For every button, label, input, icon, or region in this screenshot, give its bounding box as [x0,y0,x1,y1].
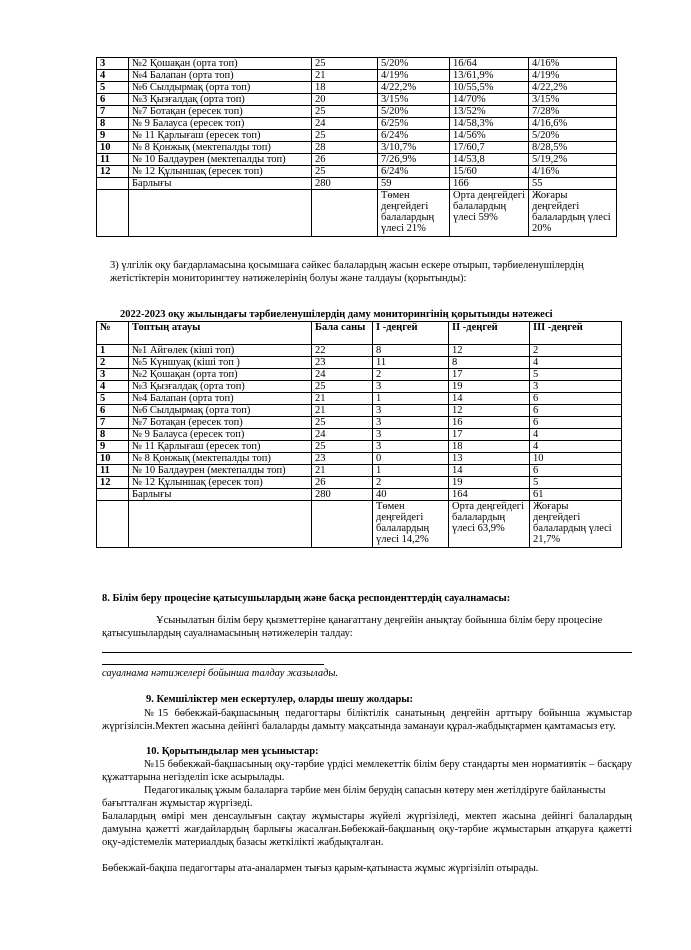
section10-heading: 10. Қорытындылар мен ұсыныстар: [146,746,319,757]
empty-cell [129,190,312,237]
value-cell: 5/20% [529,130,617,142]
row-number: 8 [97,118,129,130]
value-cell: 3 [373,429,449,441]
row-number: 4 [97,381,129,393]
table-row [97,357,622,369]
total-value: 280 [312,489,373,501]
value-cell: 4 [530,429,622,441]
table-level-results-2 [96,321,622,548]
value-cell: 16 [449,417,530,429]
level-share-note: Жоғары деңгейдегі балалардың үлесі 21,7% [530,501,622,548]
row-number: 5 [97,82,129,94]
value-cell: 4/16% [529,58,617,70]
total-row [97,178,617,190]
value-cell: 28 [312,142,378,154]
level-share-note: Орта деңгейдегі балалардың үлесі 59% [450,190,529,237]
value-cell: 17 [449,429,530,441]
group-name-cell: № 9 Балауса (ересек топ) [129,429,312,441]
header-level-3: ІІІ -деңгей [530,322,622,345]
header-num: № [97,322,129,345]
value-cell: 13/61,9% [450,70,529,82]
group-name-cell: №2 Қошақан (орта топ) [129,369,312,381]
row-number: 7 [97,106,129,118]
table-row [97,70,617,82]
value-cell: 1 [373,465,449,477]
table-row [97,429,622,441]
table-row [97,166,617,178]
value-cell: 21 [312,70,378,82]
value-cell: 3/15% [529,94,617,106]
header-level-2: ІІ -деңгей [449,322,530,345]
value-cell: 6/25% [378,118,450,130]
value-cell: 2 [373,369,449,381]
table-row [97,441,622,453]
table-level-results-1 [96,57,617,237]
row-number: 11 [97,154,129,166]
value-cell: 14 [449,393,530,405]
value-cell: 25 [312,417,373,429]
value-cell: 3/15% [378,94,450,106]
value-cell: 17 [449,369,530,381]
value-cell: 25 [312,106,378,118]
row-number: 10 [97,142,129,154]
header-children-count: Бала саны [312,322,373,345]
value-cell: 4/19% [529,70,617,82]
section10-p3: Балалардың өмірі мен денсаулығын сақтау жұмыстары жүйелі жүргізіледі, мектеп жасына дейінгі балалардың дамуына қажетті жағдайлардың барлығы жасалған.Бөбекжай-бақшаның оқу-тәрбие жұмыстарын атқаруға қажетті оқу-әдістемелік материалдық базасы жеткілікті жабдықталған. [102,811,632,848]
value-cell: 6 [530,465,622,477]
value-cell: 23 [312,357,373,369]
value-cell: 6/24% [378,130,450,142]
empty-cell [97,190,129,237]
paragraph-3: 3) үлгілік оқу бағдарламасына қосымшаға сәйкес балалардың жасын ескере отырып, тәрбиеленушілердің жетістіктерін мониторингтеу нәтижелерінің болуы және талдауы (қорытынды): [110,260,584,284]
total-value: 164 [449,489,530,501]
value-cell: 6 [530,393,622,405]
level-share-note: Орта деңгейдегі балалардың үлесі 63,9% [449,501,530,548]
value-cell: 5/20% [378,106,450,118]
value-cell: 14/70% [450,94,529,106]
value-cell: 4/16% [529,166,617,178]
value-cell: 18 [312,82,378,94]
value-cell: 6 [530,417,622,429]
group-name-cell: №3 Қызғалдақ (орта топ) [129,381,312,393]
value-cell: 22 [312,345,373,357]
empty-cell [97,501,129,548]
value-cell: 4/22,2% [529,82,617,94]
value-cell: 25 [312,166,378,178]
value-cell: 8 [373,345,449,357]
total-value: 280 [312,178,378,190]
table-row [97,465,622,477]
group-name-cell: №2 Қошақан (орта топ) [129,58,312,70]
group-name-cell: № 10 Балдәурен (мектепалды топ) [129,154,312,166]
group-name-cell: №3 Қызғалдақ (орта топ) [129,94,312,106]
summary-note-row [97,501,622,548]
value-cell: 3 [373,441,449,453]
table-row [97,453,622,465]
group-name-cell: №4 Балапан (орта топ) [129,393,312,405]
table-row [97,82,617,94]
value-cell: 25 [312,381,373,393]
value-cell: 0 [373,453,449,465]
value-cell: 24 [312,118,378,130]
total-label: Барлығы [129,178,312,190]
total-value: 59 [378,178,450,190]
value-cell: 14/53,8 [450,154,529,166]
value-cell: 7/28% [529,106,617,118]
level-share-note: Төмен деңгейдегі балалардың үлесі 21% [378,190,450,237]
value-cell: 10/55,5% [450,82,529,94]
level-share-note: Жоғары деңгейдегі балалардың үлесі 20% [529,190,617,237]
row-number: 6 [97,405,129,417]
section8-text: Ұсынылатын білім беру қызметтеріне қанағаттану деңгейін анықтау бойынша білім беру процесіне қатысушылардың сауалнамасының нәтижелерін талдау: [102,615,603,639]
empty-cell [312,190,378,237]
value-cell: 5/20% [378,58,450,70]
value-cell: 2 [373,477,449,489]
group-name-cell: № 12 Құлыншақ (ересек топ) [129,477,312,489]
value-cell: 21 [312,405,373,417]
value-cell: 3 [373,381,449,393]
value-cell: 25 [312,441,373,453]
value-cell: 5 [530,369,622,381]
value-cell: 10 [530,453,622,465]
group-name-cell: №7 Ботақан (ересек топ) [129,417,312,429]
value-cell: 5 [530,477,622,489]
value-cell: 14 [449,465,530,477]
group-name-cell: № 12 Құлыншақ (ересек топ) [129,166,312,178]
caption-line [102,664,324,665]
table-row [97,405,622,417]
value-cell: 12 [449,405,530,417]
group-name-cell: №5 Күншуақ (кіші топ ) [129,357,312,369]
value-cell: 3 [530,381,622,393]
table-row [97,369,622,381]
row-number: 12 [97,477,129,489]
table-row [97,417,622,429]
group-name-cell: №7 Ботақан (ересек топ) [129,106,312,118]
table-row [97,58,617,70]
total-value: 61 [530,489,622,501]
value-cell: 26 [312,154,378,166]
value-cell: 20 [312,94,378,106]
group-name-cell: №4 Балапан (орта топ) [129,70,312,82]
row-number: 11 [97,465,129,477]
row-number: 4 [97,70,129,82]
group-name-cell: № 8 Қонжық (мектепалды топ) [129,453,312,465]
table2-title: 2022-2023 оқу жылындағы тәрбиеленушілердің даму мониторингінің қорытынды нәтежесі [120,309,553,320]
value-cell: 8/28,5% [529,142,617,154]
value-cell: 23 [312,453,373,465]
table-row [97,345,622,357]
table-row [97,393,622,405]
group-name-cell: № 8 Қонжық (мектепалды топ) [129,142,312,154]
value-cell: 12 [449,345,530,357]
value-cell: 1 [373,393,449,405]
total-value: 40 [373,489,449,501]
table-row [97,154,617,166]
row-number: 9 [97,130,129,142]
header-group-name: Топтың атауы [129,322,312,345]
row-number: 10 [97,453,129,465]
value-cell: 25 [312,130,378,142]
row-number: 1 [97,345,129,357]
row-number: 12 [97,166,129,178]
value-cell: 3 [373,405,449,417]
total-label: Барлығы [129,489,312,501]
table-row [97,118,617,130]
value-cell: 24 [312,429,373,441]
value-cell: 6 [530,405,622,417]
value-cell: 19 [449,381,530,393]
value-cell: 17/60,7 [450,142,529,154]
header-level-1: І -деңгей [373,322,449,345]
row-number: 6 [97,94,129,106]
section9-text: №15 бөбекжай-бақшасының педагогтары біліктілік санатының деңгейін арттыру бойынша жұмыстар жүргізілсін.Мектеп жасына дейінгі балаларды дамыту мақсатында заманауи құрал-жабдықтармен қамтамасыз ету. [102,708,632,732]
row-number: 8 [97,429,129,441]
value-cell: 24 [312,369,373,381]
summary-note-row [97,190,617,237]
group-name-cell: №1 Айгөлек (кіші топ) [129,345,312,357]
group-name-cell: №6 Сылдырмақ (орта топ) [129,82,312,94]
section10-p1: №15 бөбекжай-бақшасының оқу-тәрбие үрдісі мемлекеттік білім беру стандарты мен нормативтік – басқару құжаттарына негізделіп іске асырылады. [102,759,632,783]
section8-caption: сауалнама нәтижелері бойынша талдау жазылады. [102,668,339,679]
value-cell: 3/10,7% [378,142,450,154]
table-row [97,94,617,106]
row-number: 5 [97,393,129,405]
section8-heading: 8. Білім беру процесіне қатысушылардың және басқа респонденттердің сауалнамасы: [102,593,511,604]
value-cell: 14/56% [450,130,529,142]
group-name-cell: № 9 Балауса (ересек топ) [129,118,312,130]
total-value: 166 [450,178,529,190]
value-cell: 16/64 [450,58,529,70]
value-cell: 26 [312,477,373,489]
value-cell: 18 [449,441,530,453]
empty-cell [97,489,129,501]
value-cell: 4 [530,441,622,453]
value-cell: 3 [373,417,449,429]
table-row [97,106,617,118]
row-number: 3 [97,369,129,381]
empty-cell [312,501,373,548]
value-cell: 4 [530,357,622,369]
table2-header-row [97,322,622,345]
table-row [97,381,622,393]
group-name-cell: № 11 Қарлығаш (ересек топ) [129,441,312,453]
group-name-cell: № 10 Балдәурен (мектепалды топ) [129,465,312,477]
total-value: 55 [529,178,617,190]
empty-cell [129,501,312,548]
value-cell: 7/26,9% [378,154,450,166]
section10-p4: Бөбекжай-бақша педагогтары ата-аналармен тығыз қарым-қатынаста жұмыс жүргізіліп отырады. [102,863,539,874]
divider-line [102,652,632,653]
value-cell: 15/60 [450,166,529,178]
section9-heading: 9. Кемшіліктер мен ескертулер, оларды шешу жолдары: [146,694,413,705]
total-row [97,489,622,501]
table-row [97,477,622,489]
group-name-cell: № 11 Қарлығаш (ересек топ) [129,130,312,142]
row-number: 2 [97,357,129,369]
value-cell: 13/52% [450,106,529,118]
value-cell: 13 [449,453,530,465]
value-cell: 4/19% [378,70,450,82]
value-cell: 21 [312,393,373,405]
table-row [97,130,617,142]
value-cell: 11 [373,357,449,369]
value-cell: 6/24% [378,166,450,178]
value-cell: 2 [530,345,622,357]
value-cell: 21 [312,465,373,477]
row-number: 3 [97,58,129,70]
group-name-cell: №6 Сылдырмақ (орта топ) [129,405,312,417]
value-cell: 8 [449,357,530,369]
level-share-note: Төмен деңгейдегі балалардың үлесі 14,2% [373,501,449,548]
empty-cell [97,178,129,190]
value-cell: 14/58,3% [450,118,529,130]
section10-p2: Педагогикалық ұжым балаларға тәрбие мен білім берудің сапасын көтеру мен жетілдіруге байланысты бағытталған жұмыстар жүргізеді. [102,785,606,809]
table-row [97,142,617,154]
value-cell: 4/16,6% [529,118,617,130]
value-cell: 19 [449,477,530,489]
row-number: 7 [97,417,129,429]
value-cell: 5/19,2% [529,154,617,166]
value-cell: 4/22,2% [378,82,450,94]
row-number: 9 [97,441,129,453]
value-cell: 25 [312,58,378,70]
